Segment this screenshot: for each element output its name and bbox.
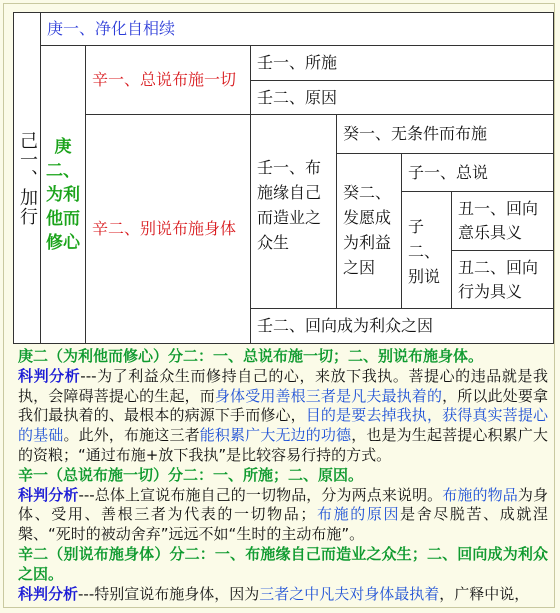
outline-ren2a-cell xyxy=(250,80,554,115)
outline-zi1: 子一、总说 xyxy=(408,162,489,182)
outline-chou2: 丑二、回向行为具义 xyxy=(458,258,539,301)
outline-zi2-cell xyxy=(401,191,452,309)
note-2-label: 科判分析 xyxy=(18,485,79,504)
outline-gui1-cell xyxy=(336,114,554,154)
note-3-label: 科判分析 xyxy=(18,584,79,603)
outline-geng1-cell xyxy=(40,12,554,46)
note-paragraph-1: 科判分析---为了利益众生而修持自己的心，来放下我执。菩提心的违品就是我执，会障碍菩提心的生起，而身体受用善根三者是凡夫最执着的，所以此处要拿我们最执着的、最根本的病源下手而修心，目的是要去掉我执，获得真实菩提心的基础。此外，布施这三者能积累广大无边的功德，也是为生起菩提心积累广大的资粮；“通过布施+放下我执”是比较容易行持的方式。 xyxy=(18,366,548,464)
note-paragraph-3: 科判分析---特别宣说布施身体，因为三者之中凡夫对身体最执着，广释中说， xyxy=(18,584,530,603)
note-paragraph-2: 科判分析---总体上宣说布施自己的一切物品，分为两点来说明。布施的物品为身体、受用、善根三者为代表的一切物品；布施的原因是舍尽脱苦、成就涅槃、“死时的被动舍弃”远远不如“生时的主动布施”。 xyxy=(18,485,548,544)
note-heading-1: 庚二（为利他而修心）分二：一、总说布施一切；二、别说布施身体。 xyxy=(18,347,484,365)
outline-zi1-cell xyxy=(401,153,554,192)
notes-section xyxy=(18,347,548,604)
outline-xin1-cell xyxy=(85,45,251,115)
outline-geng1: 庚一、净化自相续 xyxy=(47,19,176,38)
outline-chou1-cell xyxy=(451,191,554,251)
outline-gui2-cell xyxy=(336,153,402,309)
outline-geng2: 庚二、为利他而修心 xyxy=(46,136,80,253)
outline-xin1: 辛一、总说布施一切 xyxy=(92,70,237,89)
outline-ren2b: 壬二、回向成为利众之因 xyxy=(257,316,434,335)
outline-xin2-cell xyxy=(85,114,251,344)
outline-zi2: 子二、别说 xyxy=(408,217,441,286)
outline-chou1: 丑一、回向意乐具义 xyxy=(458,199,539,242)
outline-xin2: 辛二、别说布施身体 xyxy=(92,219,237,238)
outline-gui2: 癸二、发愿成为利益之因 xyxy=(343,183,392,277)
outline-ren2a: 壬二、原因 xyxy=(257,87,338,107)
outline-root-cell xyxy=(13,12,41,344)
note-1-label: 科判分析 xyxy=(18,366,81,385)
outline-ren2b-cell xyxy=(250,308,554,344)
outline-ren1a: 壬一、所施 xyxy=(257,53,338,72)
note-heading-3: 辛二（别说布施身体）分二：一、布施缘自己而造业之众生；二、回向成为利众之因。 xyxy=(18,544,548,583)
outline-ren1b-cell xyxy=(250,114,337,309)
outline-chou2-cell xyxy=(451,250,554,309)
outline-gui1: 癸一、无条件而布施 xyxy=(343,124,488,143)
note-heading-2: 辛一（总说布施一切）分二：一、所施；二、原因。 xyxy=(18,465,364,484)
outline-ren1b: 壬一、布施缘自己而造业之众生 xyxy=(257,158,322,252)
outline-root: 己一、加行 xyxy=(17,130,38,226)
outline-geng2-cell xyxy=(40,45,86,344)
outline-ren1a-cell xyxy=(250,45,554,81)
